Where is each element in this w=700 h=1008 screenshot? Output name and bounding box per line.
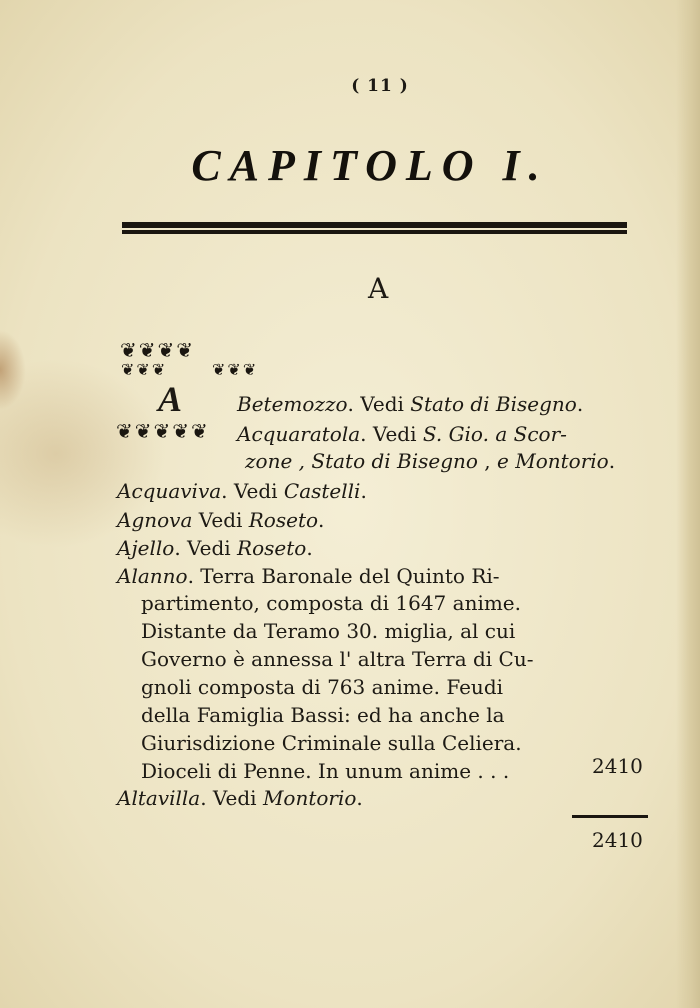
entry-text: . <box>356 786 363 810</box>
ornament-top: ❦❦❦❦ <box>120 338 196 362</box>
total-rule <box>572 815 648 818</box>
entry-line <box>141 593 521 613</box>
entry-line <box>141 677 503 697</box>
ornament-right: ❦❦❦ <box>212 360 259 379</box>
entry-line <box>141 649 534 669</box>
entry-italic-text: Alanno <box>117 564 188 588</box>
letter-heading: A <box>368 272 389 305</box>
entry-text: . <box>360 479 367 503</box>
entry-text: . <box>306 536 313 560</box>
entry-text: partimento, composta di 1647 anime. <box>141 591 521 615</box>
entry-italic-text: Ajello <box>117 536 175 560</box>
entry-text: . Vedi <box>360 422 423 446</box>
entry-text: , <box>477 449 498 473</box>
entry-text: Giurisdizione Criminale sulla Celiera. <box>141 731 522 755</box>
page-number: ( 11 ) <box>351 76 409 96</box>
entry-line <box>245 451 615 471</box>
page-stain <box>0 330 26 410</box>
entry-text: della Famiglia Bassi: ed ha anche la <box>141 703 505 727</box>
entry-text: Governo è annessa l' altra Terra di Cu- <box>141 647 534 671</box>
entry-italic-text: Roseto <box>248 508 319 532</box>
entry-text: . <box>318 508 325 532</box>
entry-italic-text: S. Gio. a Scor- <box>422 422 567 446</box>
entry-text: Distante da Teramo 30. miglia, al cui <box>141 619 516 643</box>
entry-text: gnoli composta di 763 anime. Feudi <box>141 675 504 699</box>
entry-text: . <box>576 392 584 416</box>
ornament-left: ❦❦❦ <box>121 360 168 379</box>
anime-value: 2410 <box>592 754 643 778</box>
entry-text: Vedi <box>192 508 249 532</box>
entry-italic-text: e Montorio <box>497 449 609 473</box>
chapter-title: CAPITOLO I. <box>191 141 549 190</box>
entry-text: Dioceli di Penne. In unum anime . . . <box>141 759 510 783</box>
entry-text: . Vedi <box>200 786 263 810</box>
entry-italic-text: Stato di Bisegno <box>410 392 577 416</box>
title-rule <box>122 222 627 230</box>
entry-italic-text: zone , Stato di Bisegno <box>245 449 478 473</box>
entry-line <box>117 788 363 808</box>
entry-italic-text: Montorio <box>262 786 357 810</box>
entry-italic-text: Betemozzo <box>237 392 348 416</box>
page-edge-shadow <box>676 0 700 1008</box>
entry-line <box>117 510 324 530</box>
entry-line <box>237 424 567 444</box>
ornament-bottom: ❦❦❦❦❦ <box>116 419 210 443</box>
entry-line <box>141 705 505 725</box>
entry-text: . Vedi <box>221 479 284 503</box>
entry-italic-text: Roseto <box>237 536 307 560</box>
entry-line <box>117 566 500 586</box>
entry-line <box>117 538 313 558</box>
entry-italic-text: Acquaratola <box>237 422 361 446</box>
entry-text: . <box>608 449 616 473</box>
entry-line <box>141 621 515 641</box>
entry-line <box>141 733 522 753</box>
total-value: 2410 <box>592 828 643 852</box>
entry-text: . Vedi <box>174 536 238 560</box>
entry-line <box>237 394 583 414</box>
drop-cap: A <box>158 379 183 419</box>
entry-italic-text: Agnova <box>117 508 193 532</box>
entry-text: . Terra Baronale del Quinto Ri- <box>187 564 500 588</box>
entry-line <box>117 481 367 501</box>
entry-text: . Vedi <box>347 392 411 416</box>
entry-italic-text: Acquaviva <box>117 479 222 503</box>
entry-italic-text: Altavilla <box>117 786 201 810</box>
entry-italic-text: Castelli <box>283 479 361 503</box>
entry-line <box>141 761 509 781</box>
